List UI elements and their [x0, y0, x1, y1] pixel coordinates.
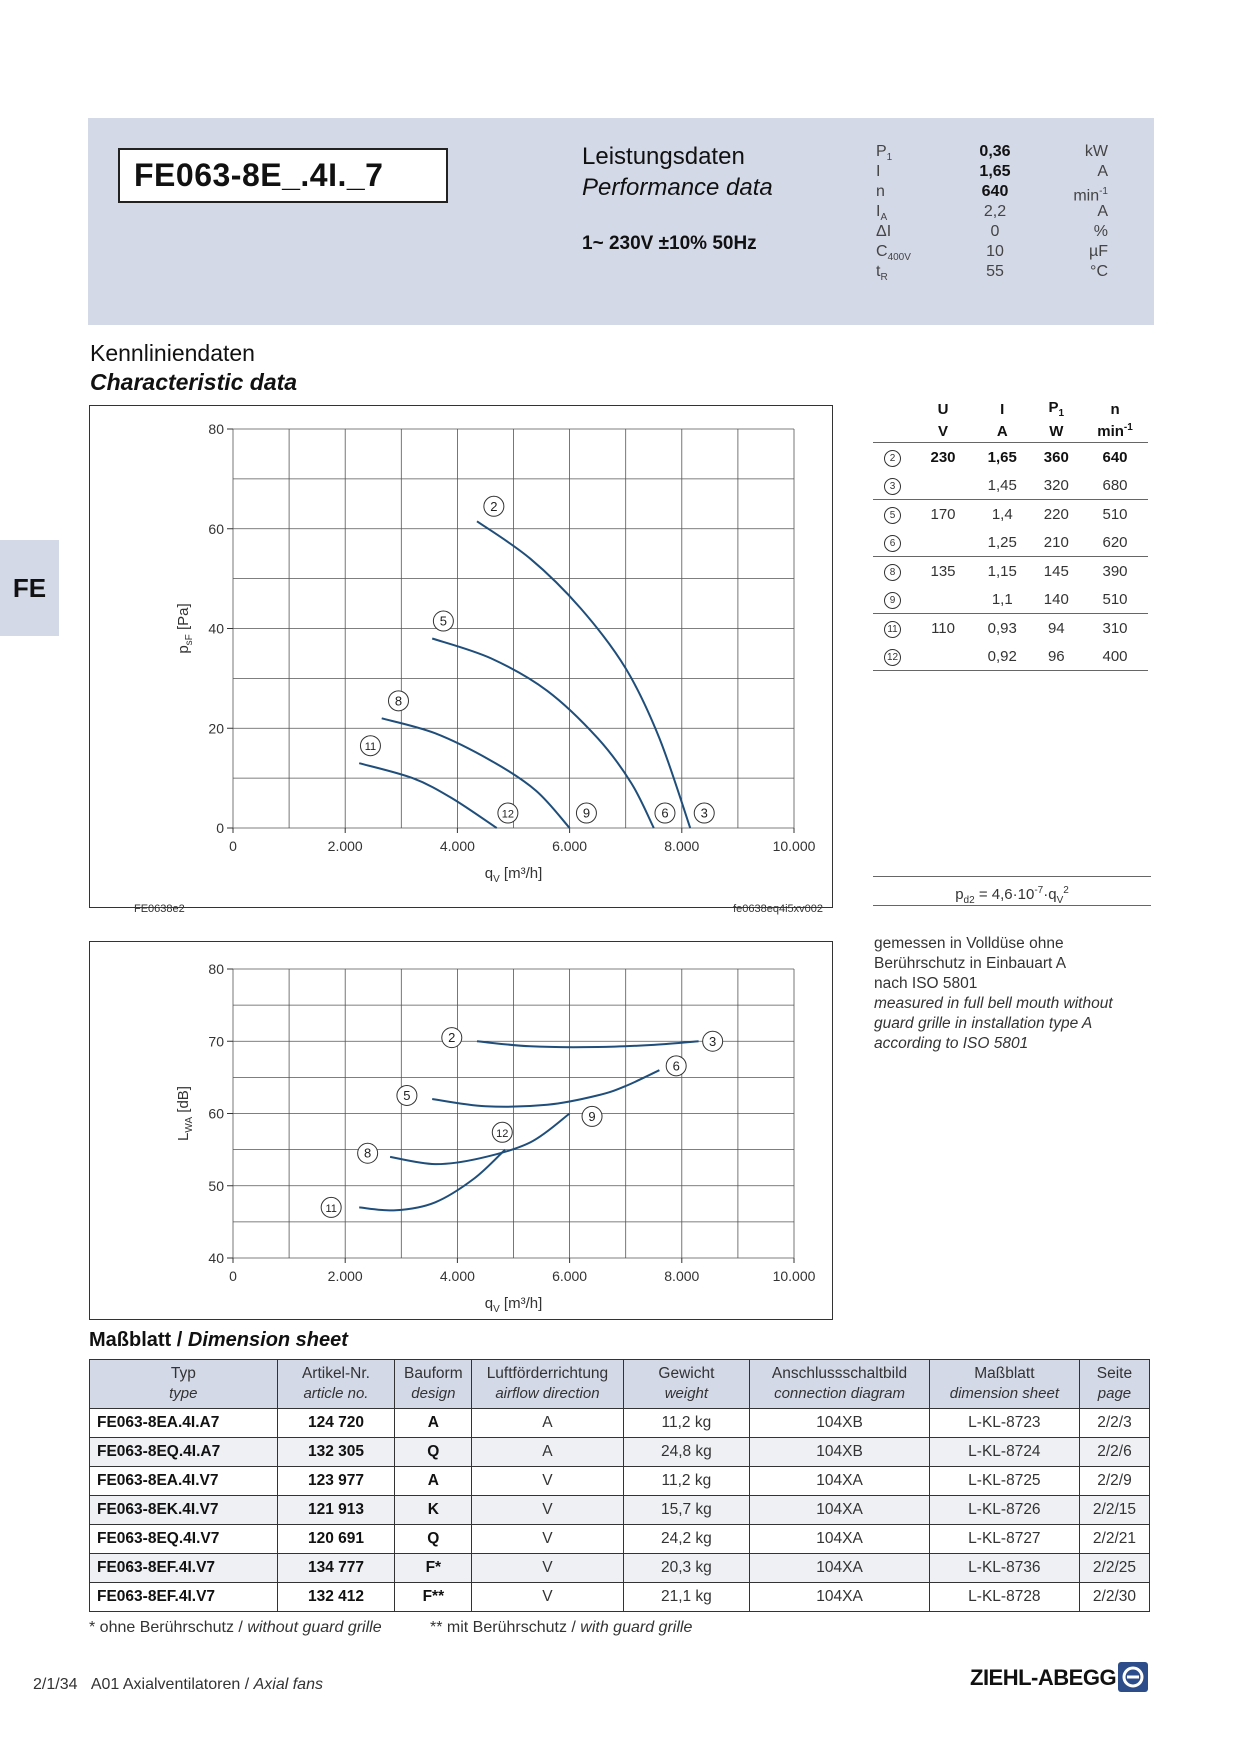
dim-cell: L-KL-8728	[929, 1583, 1079, 1612]
op-cell-P: 360	[1031, 443, 1082, 472]
op-unit-cell: V	[938, 422, 949, 440]
dim-cell: L-KL-8723	[929, 1409, 1079, 1438]
spec-symbol: $C_{400V}$	[876, 243, 911, 264]
point-label-3	[694, 803, 714, 823]
svg-text:9: 9	[588, 1108, 596, 1124]
dim-header-cell: Bauform design	[395, 1360, 472, 1409]
op-row	[873, 614, 1148, 643]
dim-cell: Q	[395, 1438, 472, 1467]
op-header-cell: I	[1000, 400, 1005, 418]
y-tick-label: 40	[208, 1250, 224, 1266]
dim-cell: F**	[395, 1583, 472, 1612]
point-label-2	[484, 496, 504, 516]
svg-text:6: 6	[672, 1058, 680, 1074]
svg-text:5: 5	[439, 613, 447, 629]
dim-cell: FE063-8EF.4I.V7	[90, 1554, 278, 1583]
op-point-id	[873, 471, 912, 500]
op-point-id	[873, 614, 912, 643]
footnote-1: * ohne Berührschutz / without guard grille	[89, 1619, 382, 1636]
spec-symbol: $I_A$	[876, 203, 888, 224]
model-title: FE063-8E_.4I._7	[118, 148, 448, 203]
dim-cell: 2/2/30	[1079, 1583, 1149, 1612]
y-tick-label: 80	[208, 961, 224, 977]
op-header-cell	[873, 398, 912, 420]
dim-cell: 24,8 kg	[623, 1438, 750, 1467]
op-cell-I: 1,4	[974, 500, 1031, 529]
op-header-row	[873, 398, 1148, 420]
op-cell-U: 110	[912, 614, 974, 643]
dim-cell: 104XB	[750, 1438, 930, 1467]
dim-cell: 21,1 kg	[623, 1583, 750, 1612]
spec-unit: $\min^{-1}$	[1073, 186, 1108, 205]
op-cell-P: 145	[1031, 557, 1082, 586]
op-row	[873, 642, 1148, 671]
spec-unit: %	[1093, 223, 1108, 240]
spec-unit: µF	[1089, 243, 1108, 260]
pressure-chart-frame	[89, 405, 833, 915]
sound-chart	[90, 942, 832, 1319]
op-cell-I: 0,92	[974, 642, 1031, 671]
op-point-id	[873, 528, 912, 557]
op-unit-cell: $\min^{-1}$	[1097, 422, 1133, 440]
dim-cell: 11,2 kg	[623, 1467, 750, 1496]
x-tick-label: 0	[229, 1268, 237, 1284]
op-point-id	[873, 642, 912, 671]
spec-unit: °C	[1090, 263, 1108, 280]
sound-chart-frame	[89, 941, 833, 1320]
voltage-rating: 1~ 230V ±10% 50Hz	[582, 233, 757, 254]
dim-cell: V	[472, 1525, 623, 1554]
dim-cell: 104XB	[750, 1409, 930, 1438]
dim-cell: FE063-8EQ.4I.V7	[90, 1525, 278, 1554]
spec-value: 640	[981, 183, 1009, 200]
dim-cell: Q	[395, 1525, 472, 1554]
curve-8-9	[390, 1114, 569, 1165]
op-cell-I: 1,15	[974, 557, 1031, 586]
note-line-en: measured in full bell mouth without	[874, 995, 1113, 1012]
spec-value: 1,65	[979, 163, 1011, 180]
company-logo-text: ZIEHL-ABEGG	[970, 1665, 1117, 1690]
note-line-de: nach ISO 5801	[874, 975, 978, 992]
chart-code-left: FE0638e2	[134, 903, 185, 915]
point-label-6	[655, 803, 675, 823]
op-cell-U	[912, 642, 974, 671]
dim-header-cell: Artikel-Nr. article no.	[277, 1360, 395, 1409]
svg-text:5: 5	[403, 1087, 411, 1103]
svg-text:11: 11	[364, 741, 377, 754]
svg-text:2: 2	[490, 498, 498, 514]
dim-cell: 20,3 kg	[623, 1554, 750, 1583]
dim-header-cell: Typ type	[90, 1360, 278, 1409]
point-circle-icon: 12	[884, 649, 901, 666]
pressure-chart	[90, 406, 832, 915]
op-cell-U	[912, 528, 974, 557]
x-tick-label: 8.000	[664, 1268, 700, 1284]
spec-symbol: ΔI	[876, 223, 892, 240]
dim-cell: K	[395, 1496, 472, 1525]
op-row	[873, 557, 1148, 586]
x-tick-label: 8.000	[664, 838, 700, 854]
op-row	[873, 585, 1148, 614]
point-label-11	[360, 736, 380, 756]
point-label-8	[388, 691, 408, 711]
dim-header-cell: Gewicht weight	[623, 1360, 750, 1409]
operating-points-table	[873, 398, 1148, 671]
spec-symbol: $P_1$	[876, 143, 893, 164]
x-tick-label: 10.000	[772, 1268, 816, 1284]
y-tick-label: 40	[208, 620, 224, 637]
svg-text:3: 3	[700, 805, 708, 821]
spec-unit: A	[1097, 203, 1108, 220]
dim-cell: FE063-8EA.4I.V7	[90, 1467, 278, 1496]
dim-cell: 104XA	[750, 1583, 930, 1612]
op-row	[873, 443, 1148, 472]
dim-cell: FE063-8EA.4I.A7	[90, 1409, 278, 1438]
op-row	[873, 528, 1148, 557]
curve-8	[382, 718, 570, 828]
point-circle-icon: 2	[884, 450, 901, 467]
op-header-cell: U	[937, 400, 949, 418]
point-label-5	[433, 611, 453, 631]
spec-symbol: I	[876, 163, 881, 180]
dim-cell: 121 913	[277, 1496, 395, 1525]
curve-2-3	[477, 1041, 699, 1047]
dim-cell: 123 977	[277, 1467, 395, 1496]
spec-unit: kW	[1084, 143, 1108, 160]
note-line-en: according to ISO 5801	[874, 1035, 1029, 1052]
dim-cell: 104XA	[750, 1554, 930, 1583]
dim-cell: F*	[395, 1554, 472, 1583]
dim-cell: FE063-8EF.4I.V7	[90, 1583, 278, 1612]
dimension-table	[89, 1359, 1150, 1612]
dim-cell: 2/2/25	[1079, 1554, 1149, 1583]
dim-cell: 15,7 kg	[623, 1496, 750, 1525]
curve-11-12	[359, 1150, 505, 1211]
dim-cell: V	[472, 1583, 623, 1612]
x-tick-label: 2.000	[327, 1268, 363, 1284]
dim-cell: 132 412	[277, 1583, 395, 1612]
dim-cell: A	[472, 1409, 623, 1438]
y-axis-label: $L_{WA}$ [dB]	[175, 1086, 195, 1141]
dim-cell: 104XA	[750, 1525, 930, 1554]
dim-cell: L-KL-8725	[929, 1467, 1079, 1496]
spec-value: 10	[986, 243, 1004, 260]
svg-text:12: 12	[496, 1127, 509, 1140]
svg-text:8: 8	[394, 693, 403, 709]
op-cell-U: 230	[912, 443, 974, 472]
op-cell-n: 620	[1102, 533, 1128, 551]
dim-cell: 2/2/21	[1079, 1525, 1149, 1554]
op-point-id	[873, 557, 912, 586]
y-tick-label: 0	[216, 820, 224, 836]
x-tick-label: 2.000	[327, 838, 363, 854]
dim-cell: A	[395, 1409, 472, 1438]
dim-cell: FE063-8EK.4I.V7	[90, 1496, 278, 1525]
footnote-2: ** mit Berührschutz / with guard grille	[430, 1619, 693, 1636]
chart-code-right: fe0638eq4i5xv002	[733, 903, 823, 915]
op-cell-P: 320	[1043, 476, 1069, 494]
op-cell-n: 510	[1082, 500, 1148, 529]
logo-icon	[1118, 1662, 1148, 1692]
dim-cell: 2/2/9	[1079, 1467, 1149, 1496]
x-tick-label: 6.000	[552, 838, 588, 854]
svg-text:11: 11	[325, 1202, 337, 1215]
x-tick-label: 4.000	[439, 1268, 475, 1284]
dim-cell: 2/2/15	[1079, 1496, 1149, 1525]
point-label-2	[442, 1028, 462, 1048]
op-point-id	[873, 585, 912, 614]
point-label-9	[576, 803, 596, 823]
section-title-de: Kennliniendaten	[90, 340, 255, 366]
point-label-9	[582, 1106, 602, 1126]
formula: $p_{d2} = 4,6\cdot 10^{-7}\cdot q_V^2$	[873, 876, 1151, 906]
dim-cell: L-KL-8727	[929, 1525, 1079, 1554]
dim-cell: 104XA	[750, 1496, 930, 1525]
dim-cell: 104XA	[750, 1467, 930, 1496]
dim-cell: V	[472, 1467, 623, 1496]
op-cell-U: 170	[912, 500, 974, 529]
dim-row	[90, 1496, 1150, 1525]
op-cell-P: 94	[1031, 614, 1082, 643]
dim-cell: 124 720	[277, 1409, 395, 1438]
dim-cell: 24,2 kg	[623, 1525, 750, 1554]
op-point-id	[873, 443, 912, 472]
op-unit-row	[873, 420, 1148, 443]
op-cell-P: 96	[1031, 642, 1082, 671]
op-unit-cell: A	[996, 422, 1008, 440]
page-footer: 2/1/34 A01 Axialventilatoren / Axial fans	[33, 1676, 323, 1693]
point-label-12	[498, 803, 518, 823]
dim-cell: L-KL-8736	[929, 1554, 1079, 1583]
svg-text:2: 2	[448, 1030, 456, 1046]
point-circle-icon: 8	[884, 564, 901, 581]
dim-header-cell: Anschlussschaltbild connection diagram	[750, 1360, 930, 1409]
op-cell-I: 1,25	[987, 533, 1017, 551]
op-unit-cell: W	[1049, 422, 1064, 440]
dim-row	[90, 1583, 1150, 1612]
dim-cell: V	[472, 1496, 623, 1525]
op-row	[873, 500, 1148, 529]
x-tick-label: 6.000	[552, 1268, 588, 1284]
point-label-12	[492, 1122, 512, 1142]
y-tick-label: 70	[208, 1033, 224, 1050]
y-tick-label: 50	[208, 1177, 224, 1194]
x-tick-label: 10.000	[772, 838, 816, 854]
point-circle-icon: 9	[884, 592, 901, 609]
dim-cell: 11,2 kg	[623, 1409, 750, 1438]
spec-value: 0	[990, 223, 1000, 240]
y-tick-label: 20	[208, 720, 224, 737]
dim-header-cell: Maßblatt dimension sheet	[929, 1360, 1079, 1409]
dim-row	[90, 1467, 1150, 1496]
curve-5	[432, 639, 654, 829]
op-point-id	[873, 500, 912, 529]
op-cell-P: 220	[1031, 500, 1082, 529]
op-cell-U: 135	[912, 557, 974, 586]
point-circle-icon: 11	[884, 621, 901, 638]
op-cell-n: 510	[1102, 590, 1128, 608]
point-label-11	[321, 1197, 341, 1217]
note-line-de: Berührschutz in Einbauart A	[874, 955, 1067, 972]
op-row	[873, 471, 1148, 500]
op-cell-n: 640	[1082, 443, 1148, 472]
op-cell-P: 210	[1043, 533, 1069, 551]
spec-value: 55	[986, 263, 1004, 280]
svg-text:3: 3	[709, 1033, 717, 1049]
point-circle-icon: 3	[884, 478, 901, 495]
note-line-en: guard grille in installation type A	[874, 1015, 1093, 1032]
note-line-de: gemessen in Volldüse ohne	[874, 935, 1064, 952]
op-cell-P: 140	[1043, 590, 1069, 608]
spec-symbol: $t_R$	[876, 263, 888, 284]
svg-text:9: 9	[582, 805, 591, 821]
dimension-sheet-title: Maßblatt / Dimension sheet	[89, 1329, 348, 1351]
dim-header-cell: Luftförderrichtung airflow direction	[472, 1360, 623, 1409]
performance-title-en: Performance data	[582, 174, 773, 201]
x-axis-label: $q_V$ [m³/h]	[484, 865, 543, 885]
performance-title-de: Leistungsdaten	[582, 143, 745, 170]
dim-cell: A	[472, 1438, 623, 1467]
dim-row	[90, 1554, 1150, 1583]
point-label-5	[397, 1085, 417, 1105]
dim-row	[90, 1438, 1150, 1467]
dim-cell: L-KL-8724	[929, 1438, 1079, 1467]
op-cell-I: 1,1	[991, 590, 1013, 608]
spec-unit: A	[1097, 163, 1108, 180]
dim-row	[90, 1409, 1150, 1438]
dim-cell: 2/2/6	[1079, 1438, 1149, 1467]
op-cell-I: 1,45	[987, 476, 1017, 494]
op-cell-n: 680	[1102, 476, 1128, 494]
spec-value: 2,2	[983, 203, 1007, 220]
dim-cell: L-KL-8726	[929, 1496, 1079, 1525]
section-title-en: Characteristic data	[90, 369, 298, 395]
point-circle-icon: 5	[884, 507, 901, 524]
spec-value: 0,36	[979, 143, 1011, 160]
dim-cell: A	[395, 1467, 472, 1496]
dim-header-cell: Seite page	[1079, 1360, 1149, 1409]
dim-header-row	[90, 1360, 1150, 1409]
op-cell-U	[912, 471, 974, 500]
dim-row	[90, 1525, 1150, 1554]
x-axis-label: $q_V$ [m³/h]	[484, 1295, 543, 1315]
dim-cell: 134 777	[277, 1554, 395, 1583]
svg-text:12: 12	[501, 808, 515, 821]
dim-cell: 132 305	[277, 1438, 395, 1467]
point-label-6	[666, 1056, 686, 1076]
svg-text:6: 6	[661, 805, 669, 821]
curve-2	[477, 521, 690, 828]
dim-cell: 2/2/3	[1079, 1409, 1149, 1438]
x-tick-label: 0	[229, 838, 237, 854]
curve-11	[359, 763, 497, 828]
op-header-cell: $P_1$	[1048, 399, 1065, 419]
op-cell-n: 390	[1082, 557, 1148, 586]
op-cell-I: 1,65	[974, 443, 1031, 472]
side-tab: FE	[0, 540, 59, 636]
point-label-8	[358, 1143, 378, 1163]
op-cell-n: 400	[1082, 642, 1148, 671]
x-tick-label: 4.000	[439, 838, 475, 854]
y-tick-label: 80	[208, 421, 224, 437]
point-circle-icon: 6	[884, 535, 901, 552]
op-header-cell: n	[1110, 400, 1120, 418]
measurement-note	[874, 934, 1113, 1054]
y-tick-label: 60	[208, 1105, 224, 1122]
op-unit-cell	[873, 420, 912, 443]
point-label-3	[703, 1031, 723, 1051]
op-cell-n: 310	[1082, 614, 1148, 643]
op-cell-I: 0,93	[974, 614, 1031, 643]
op-cell-U	[912, 585, 974, 614]
dim-cell: FE063-8EQ.4I.A7	[90, 1438, 278, 1467]
y-axis-label: $p_{sF}$ [Pa]	[175, 603, 195, 654]
svg-text:8: 8	[364, 1145, 372, 1161]
dim-cell: V	[472, 1554, 623, 1583]
y-tick-label: 60	[208, 520, 224, 537]
dim-cell: 120 691	[277, 1525, 395, 1554]
spec-symbol: n	[876, 183, 885, 200]
